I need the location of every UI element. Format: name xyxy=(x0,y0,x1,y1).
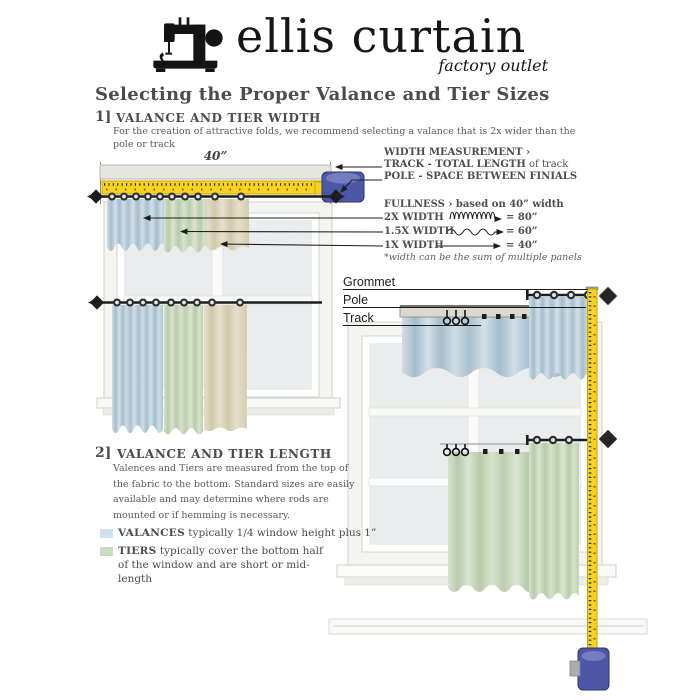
fullness-row-1x-label: 1X WIDTH xyxy=(384,240,444,251)
tape-measure-body-bottom xyxy=(570,648,609,690)
label-grommet: Grommet xyxy=(343,275,396,289)
wave-arrow-loose xyxy=(447,229,503,235)
fullness-footnote: *width can be the sum of multiple panels xyxy=(384,252,582,263)
sewing-machine-icon xyxy=(148,14,228,74)
fullness-row-2x-value: = 80” xyxy=(506,212,538,223)
legend-valances-text: typically 1/4 window height plus 1” xyxy=(188,527,377,539)
width-measurement-label: WIDTH MEASUREMENT › xyxy=(384,147,531,158)
legend-valances xyxy=(118,526,388,540)
width-measurement-value: 40” xyxy=(203,149,228,163)
fullness-row-1x-value: = 40” xyxy=(506,240,538,251)
brand-tagline: factory outlet xyxy=(438,56,548,75)
page-title: Selecting the Proper Valance and Tier Sizes xyxy=(95,84,550,105)
valance-15x-green xyxy=(164,199,209,253)
section2-title: VALANCE AND TIER LENGTH xyxy=(117,447,332,461)
section2-body-line: available and may determine where rods are xyxy=(113,494,329,505)
finial-diamond-top xyxy=(599,287,617,305)
fullness-header: FULLNESS › based on 40” width xyxy=(384,199,564,210)
section2-body xyxy=(113,461,354,523)
section2-body-line: mounted or if hemming is necessary. xyxy=(113,509,291,521)
section2-body-line: the fabric to the bottom. Standard sizes are easily xyxy=(113,478,355,490)
tier-green xyxy=(164,305,203,435)
brand-name: ellis curtain xyxy=(236,9,527,63)
valance-1x-tan xyxy=(207,199,249,250)
tiers-swatch xyxy=(100,547,113,556)
fullness-row-15x-value: = 60” xyxy=(506,226,538,237)
track-bar xyxy=(100,165,331,179)
pole-annotation: POLE - SPACE BETWEEN FINIALS xyxy=(384,171,578,182)
section2-body-line: Valences and Tiers are measured from the top of xyxy=(113,463,349,474)
label-track: Track xyxy=(343,311,374,325)
fullness-row-2x-label: 2X WIDTH xyxy=(384,212,444,223)
track-annotation-rest: of track xyxy=(525,159,569,170)
track-annotation xyxy=(384,159,568,171)
right-grommet-valance xyxy=(526,290,596,380)
legend-valances-term: VALANCES xyxy=(118,527,185,539)
legend-tiers xyxy=(118,544,332,586)
valance-2x-blue xyxy=(107,199,166,251)
section1-body: For the creation of attractive folds, we recommend selecting a valance that is 2x wider than the pole or track xyxy=(113,126,576,150)
section1-number: 1] xyxy=(95,109,112,125)
wave-arrow-tight xyxy=(450,212,501,219)
track-annotation-bold: TRACK - TOTAL LENGTH xyxy=(384,159,526,170)
tier-blue xyxy=(112,305,163,433)
section1-title: VALANCE AND TIER WIDTH xyxy=(116,111,321,125)
label-pole: Pole xyxy=(343,293,369,307)
legend-tiers-term: TIERS xyxy=(118,545,157,557)
tier-tan xyxy=(204,305,247,431)
fullness-row-15x-label: 1.5X WIDTH xyxy=(384,226,455,237)
section2-number: 2] xyxy=(95,445,112,461)
tape-measure-horizontal xyxy=(102,181,322,194)
valances-swatch xyxy=(100,529,113,538)
legend-tiers-text: typically cover the bottom half of the window and are short or mid-length xyxy=(118,545,323,585)
